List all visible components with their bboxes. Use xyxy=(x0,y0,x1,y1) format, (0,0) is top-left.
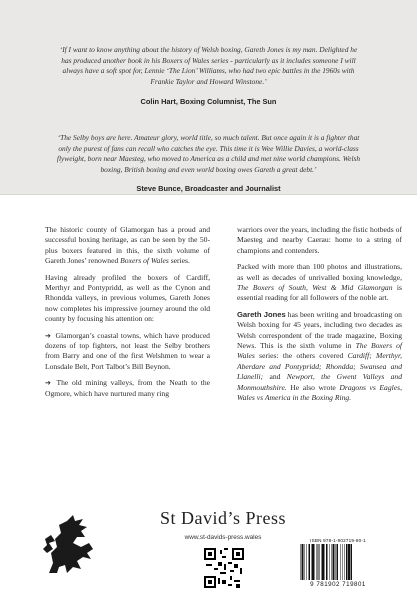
book-title: The Boxers of South, West & Mid Glamorgan xyxy=(237,283,393,293)
barcode-bar xyxy=(311,544,312,580)
arrow-bullet-icon: ➔ xyxy=(45,331,51,340)
barcode-bar xyxy=(309,544,310,580)
barcode-bar xyxy=(348,544,350,580)
isbn-barcode-block xyxy=(296,538,380,590)
praise-attribution-1: Colin Hart, Boxing Columnist, The Sun xyxy=(140,97,277,106)
barcode-bar xyxy=(340,544,341,580)
barcode-bar xyxy=(316,544,317,580)
barcode-bar xyxy=(317,544,318,580)
bullet-text: Glamorgan’s coastal towns, which have produced dozens of top fighters, not least the Selby brothers from Barry and one of the first Welshmen to wear a Lonsdale Belt, Port Talbot’s Bill Beynon. xyxy=(45,330,210,371)
bullet-item-1 xyxy=(45,331,210,373)
welsh-dragon-icon xyxy=(43,513,99,577)
text-run: series: the others covered xyxy=(254,351,348,361)
text-run: and xyxy=(263,372,287,382)
text-run: series. xyxy=(168,256,190,266)
blurb-continuation: warriors over the years, including the fistic hotbeds of Maesteg and nearby Caerau: home to a string of champions and contenders. xyxy=(237,225,402,255)
barcode-bar xyxy=(319,544,320,580)
praise-panel xyxy=(0,0,417,194)
book-title: Dragons vs Eagles, Wales vs America in the Boxing Ring. xyxy=(237,382,402,403)
blurb-paragraph-3 xyxy=(237,262,402,304)
text-run: is essential reading for all followers of the noble art. xyxy=(237,283,402,303)
series-title: The Boxers of Wales xyxy=(237,341,403,361)
barcode xyxy=(298,544,378,582)
author-bio xyxy=(237,310,402,404)
publisher-website: www.st-davids-press.wales xyxy=(184,534,262,541)
text-run: He also wrote xyxy=(286,382,340,392)
publisher-footer xyxy=(0,492,417,600)
series-title: Boxers of Wales xyxy=(120,256,169,266)
barcode-bar xyxy=(324,544,325,580)
author-name: Gareth Jones xyxy=(237,309,286,319)
qr-code xyxy=(204,548,244,588)
publisher-name: St David’s Press xyxy=(159,508,286,528)
isbn-label: ISBN 978-1-902719-80-1 xyxy=(310,538,366,543)
barcode-bar xyxy=(300,544,301,580)
text-run: Packed with more than 100 photos and illustrations, as well as decades of unrivalled boxing knowledge, xyxy=(237,262,402,282)
blurb-left-column xyxy=(45,225,210,405)
blurb-paragraph-1 xyxy=(45,225,210,267)
barcode-digits: 9 781902 719801 xyxy=(310,581,366,588)
barcode-bar xyxy=(333,544,334,580)
barcode-bar xyxy=(351,544,352,580)
barcode-bar xyxy=(335,544,336,580)
barcode-bar xyxy=(337,544,338,580)
text-run: The historic county of Glamorgan has a proud and successful boxing heritage, as can be seen by the 50-plus boxers featured in this, the sixth volume of Gareth Jones’ renowned xyxy=(45,225,210,266)
bullet-item-2 xyxy=(45,378,210,399)
barcode-bar xyxy=(332,544,333,580)
arrow-bullet-icon: ➔ xyxy=(45,379,51,388)
bullet-text: The old mining valleys, from the Neath to the Ogmore, which have nurtured many ring xyxy=(45,378,210,398)
blurb-right-column xyxy=(237,225,402,410)
barcode-bar xyxy=(344,544,345,580)
barcode-bar xyxy=(306,544,307,580)
barcode-bar xyxy=(342,544,343,580)
volume-title: Newport, the Gwent Valleys and Monmouthshire. xyxy=(237,372,403,392)
barcode-bar xyxy=(329,544,330,580)
barcode-bar xyxy=(322,544,324,580)
barcode-bar xyxy=(304,544,305,580)
barcode-bar xyxy=(301,544,302,580)
text-run: has been writing and broadcasting on Welsh boxing for 45 years, including two decades as Welsh correspondent of the trade magazine, Boxing News. This is the sixth volume in xyxy=(237,309,402,351)
praise-attribution-2: Steve Bunce, Broadcaster and Journalist xyxy=(136,184,281,193)
barcode-bar xyxy=(346,544,347,580)
divider xyxy=(0,194,417,195)
barcode-bar xyxy=(326,544,327,580)
barcode-bar xyxy=(312,544,314,580)
praise-quote-2: ‘The Selby boys are here. Amateur glory, world title, so much talent. But once again it is a fighter that only the purest of fans can recall who catches the eye. This time it is Wee Willie Davies, a world-class flyweight, born near Maesteg, who moved to America as a child and met nine world champions. Welsh boxing, British boxing and even world boxing owes Gareth a great debt.’ xyxy=(56,133,361,174)
blurb-paragraph-2: Having already profiled the boxers of Cardiff, Merthyr and Pontypridd, as well as the Cynon and Rhondda valleys, in previous volumes, Gareth Jones now completes his impressive journey around the old county by focusing his attention on: xyxy=(45,272,210,324)
volume-titles: Cardiff; Merthyr, Aberdare and Pontypridd; Rhondda; Swansea and Llanelli; xyxy=(237,351,402,382)
praise-quote-1: ‘If I want to know anything about the history of Welsh boxing, Gareth Jones is my man. Delighted he has produced another book in his Boxers of Wales series - particularly as it includes someone I will always have a soft spot for, Lennie ‘The Lion’ Williams, who had two epic battles in the 1960s with Frankie Taylor and Howard Winstone.’ xyxy=(59,45,358,86)
